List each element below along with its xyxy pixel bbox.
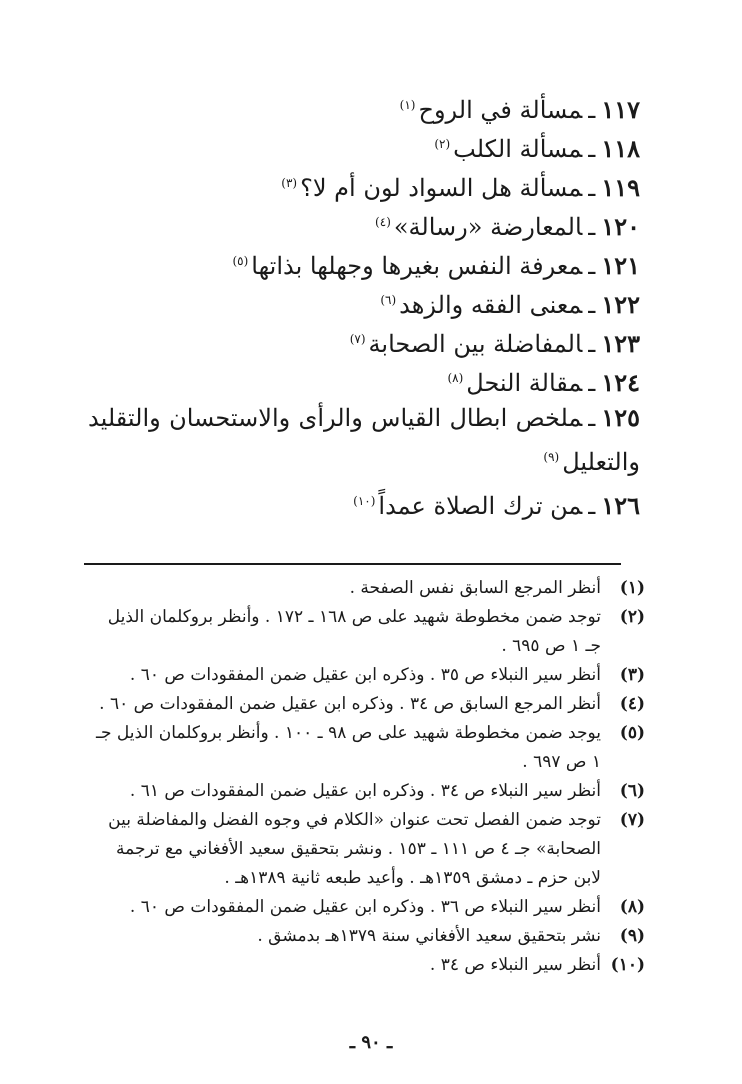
footnote-ref[interactable]: (٣) bbox=[281, 176, 298, 190]
item-dash: ـ bbox=[588, 174, 596, 202]
footnote bbox=[87, 922, 645, 951]
footnote-ref[interactable]: (٨) bbox=[447, 371, 464, 385]
list-item bbox=[88, 320, 640, 359]
footnote-text: أنظر المرجع السابق ص ٣٤ . وذكره ابن عقيل ضمن المفقودات ص ٦٠ . bbox=[99, 694, 601, 714]
footnote-text: يوجد ضمن مخطوطة شهيد على ص ٩٨ ـ ١٠٠ . وأنظر بروكلمان الذيل جـ ١ ص ٦٩٧ . bbox=[96, 723, 601, 772]
list-item bbox=[88, 398, 640, 482]
item-title: مسألة في الروح bbox=[418, 96, 583, 124]
list-item bbox=[88, 125, 640, 164]
item-title: معرفة النفس بغيرها وجهلها بذاتها bbox=[251, 252, 583, 280]
item-dash: ـ bbox=[588, 330, 596, 358]
footnote-text: أنظر سير النبلاء ص ٣٤ . bbox=[429, 955, 601, 975]
item-number: ١٢٢ bbox=[601, 290, 640, 319]
footnote-ref[interactable]: (٩) bbox=[543, 450, 560, 464]
list-item bbox=[88, 482, 640, 521]
list-item bbox=[88, 164, 640, 203]
footnote-text: أنظر سير النبلاء ص ٣٦ . وذكره ابن عقيل ضمن المفقودات ص ٦٠ . bbox=[129, 897, 601, 917]
item-title: مسألة هل السواد لون أم لا؟ bbox=[300, 174, 583, 202]
footnote-number: (٧) bbox=[619, 810, 645, 830]
footnote-ref[interactable]: (٥) bbox=[232, 254, 249, 268]
footnote-text: توجد ضمن الفصل تحت عنوان «الكلام في وجوه الفضل والمفاضلة بين الصحابة» جـ ٤ ص ١١١ ـ ١٥٣ . ونشر بتحقيق سعيد الأفغاني مع ترجمة لابن حزم ـ دمشق ١٣٥٩هـ . وأعيد طبعه ثانية ١٣٨٩هـ . bbox=[108, 810, 601, 888]
item-title: مسألة الكلب bbox=[453, 135, 583, 163]
list-item bbox=[88, 86, 640, 125]
footnote-number: (٨) bbox=[619, 897, 645, 917]
item-dash: ـ bbox=[588, 404, 596, 432]
footnote-text: أنظر المرجع السابق نفس الصفحة . bbox=[349, 578, 601, 598]
footnote-number: (٣) bbox=[619, 665, 645, 685]
footnote-number: (٦) bbox=[619, 781, 645, 801]
item-dash: ـ bbox=[588, 492, 596, 520]
item-dash: ـ bbox=[588, 252, 596, 280]
footnote-divider bbox=[84, 563, 621, 565]
list-item bbox=[88, 203, 640, 242]
item-dash: ـ bbox=[588, 291, 596, 319]
item-number: ١٢٠ bbox=[601, 212, 640, 241]
item-title: ملخص ابطال القياس والرأى والاستحسان والتقليد والتعليل bbox=[88, 404, 640, 476]
item-dash: ـ bbox=[588, 96, 596, 124]
item-number: ١١٧ bbox=[601, 95, 640, 124]
footnote-ref[interactable]: (٦) bbox=[380, 293, 397, 307]
footnote bbox=[87, 806, 645, 893]
footnote-number: (٢) bbox=[619, 607, 645, 627]
footnote-ref[interactable]: (١) bbox=[399, 98, 416, 112]
item-title: معنى الفقه والزهد bbox=[399, 291, 583, 319]
item-dash: ـ bbox=[588, 135, 596, 163]
item-number: ١٢٥ bbox=[601, 403, 640, 432]
footnote-number: (١٠) bbox=[610, 955, 645, 975]
item-title: مقالة النحل bbox=[466, 369, 583, 397]
footnote bbox=[87, 603, 645, 661]
footnote-ref[interactable]: (٧) bbox=[349, 332, 366, 346]
item-number: ١١٩ bbox=[601, 173, 640, 202]
footnote bbox=[87, 574, 645, 603]
works-list bbox=[88, 86, 640, 521]
footnote bbox=[87, 893, 645, 922]
item-title: المفاضلة بين الصحابة bbox=[368, 330, 583, 358]
footnote-number: (٥) bbox=[619, 723, 645, 743]
footnote-ref[interactable]: (١٠) bbox=[353, 494, 376, 508]
footnote-number: (٩) bbox=[619, 926, 645, 946]
footnote-text: نشر بتحقيق سعيد الأفغاني سنة ١٣٧٩هـ بدمشق . bbox=[257, 926, 601, 946]
footnote-ref[interactable]: (٢) bbox=[434, 137, 451, 151]
footnote-text: أنظر سير النبلاء ص ٣٤ . وذكره ابن عقيل ضمن المفقودات ص ٦١ . bbox=[129, 781, 601, 801]
footnote-ref[interactable]: (٤) bbox=[375, 215, 391, 229]
item-dash: ـ bbox=[588, 369, 596, 397]
item-number: ١٢٣ bbox=[601, 329, 640, 358]
footnotes-list bbox=[87, 574, 645, 980]
footnote bbox=[87, 719, 645, 777]
footnote bbox=[87, 951, 645, 980]
footnote-text: توجد ضمن مخطوطة شهيد على ص ١٦٨ ـ ١٧٢ . وأنظر بروكلمان الذيل جـ ١ ص ٦٩٥ . bbox=[107, 607, 601, 656]
item-number: ١٢١ bbox=[601, 251, 640, 280]
list-item bbox=[88, 242, 640, 281]
item-dash: ـ bbox=[588, 213, 596, 241]
item-number: ١٢٦ bbox=[601, 491, 640, 520]
footnote-number: (٤) bbox=[619, 694, 645, 714]
footnote bbox=[87, 777, 645, 806]
footnote-text: أنظر سير النبلاء ص ٣٥ . وذكره ابن عقيل ضمن المفقودات ص ٦٠ . bbox=[129, 665, 601, 685]
footnote bbox=[87, 661, 645, 690]
item-title: من ترك الصلاة عمداً bbox=[378, 492, 583, 520]
page-number: ـ ٩٠ ـ bbox=[349, 1032, 393, 1053]
list-item bbox=[88, 281, 640, 320]
list-item bbox=[88, 359, 640, 398]
footnote-number: (١) bbox=[619, 578, 645, 598]
item-number: ١١٨ bbox=[601, 134, 640, 163]
footnote bbox=[87, 690, 645, 719]
item-title: المعارضة «رسالة» bbox=[393, 213, 583, 241]
item-number: ١٢٤ bbox=[601, 368, 640, 397]
